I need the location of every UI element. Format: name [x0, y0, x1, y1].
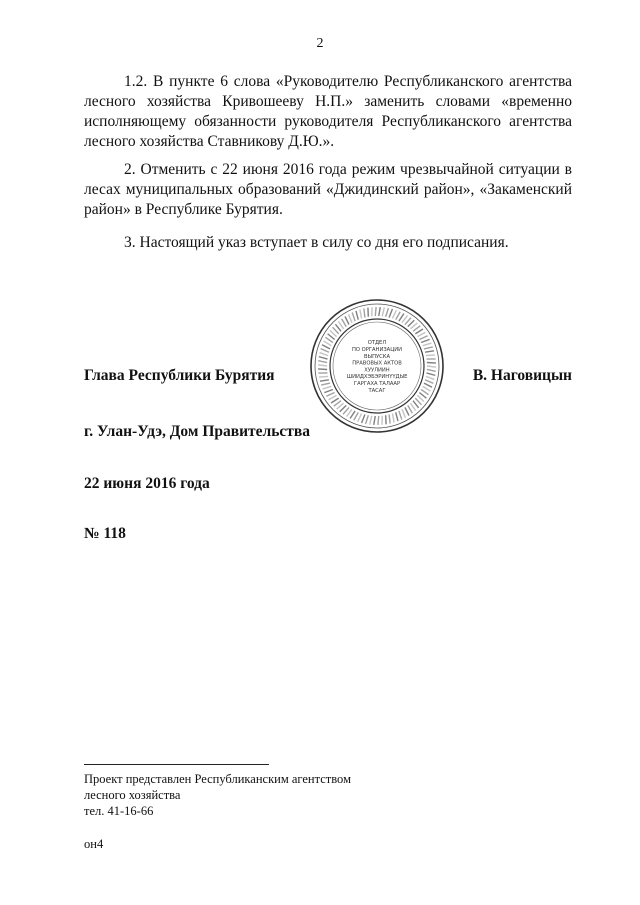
signing-date: 22 июня 2016 года	[84, 475, 210, 492]
seal-text-line: ОТДЕЛ	[367, 340, 387, 347]
signer-name: В. Наговицын	[472, 367, 572, 384]
seal-text-line: ВЫПУСКА	[363, 353, 391, 360]
seal-text-line: ТАСАГ	[368, 387, 386, 394]
official-seal-stamp	[307, 296, 447, 436]
paragraph-3: 3. Настоящий указ вступает в силу со дня его подписания.	[124, 234, 509, 251]
page-number: 2	[316, 36, 324, 51]
seal-text-line: ПО ОРГАНИЗАЦИИ	[351, 347, 403, 353]
seal-text-line: ГАРГАХА ТАЛААР	[353, 381, 401, 387]
footnote-line-1: Проект представлен Республиканским агентством	[84, 772, 351, 786]
signing-place: г. Улан-Удэ, Дом Правительства	[84, 423, 311, 440]
decree-number: № 118	[84, 525, 126, 542]
paragraph-1-2: 1.2. В пункте 6 слова «Руководителю Республиканского агентства лесного хозяйства Кривошееву Н.П.» заменить словами «временно исполняющему обязанности руководителя Республиканского агентства лесного хозяйства Ставникову Д.Ю.».	[84, 73, 572, 150]
seal-text-line: ШИИДХЭБЭРИНҮҮДЫЕ	[346, 374, 408, 381]
paragraph-2: 2. Отменить с 22 июня 2016 года режим чрезвычайной ситуации в лесах муниципальных образований «Джидинский район», «Закаменский район» в Республике Бурятия.	[84, 161, 572, 218]
footnote-divider	[84, 764, 269, 765]
document-code: он4	[84, 837, 104, 851]
footnote-phone: тел. 41-16-66	[84, 804, 154, 818]
footnote-line-2: лесного хозяйства	[84, 788, 181, 802]
seal-text-line: ХУУЛИИН	[364, 367, 390, 374]
seal-text-line: ПРАВОВЫХ АКТОВ	[352, 360, 402, 367]
signer-title: Глава Республики Бурятия	[84, 367, 275, 384]
